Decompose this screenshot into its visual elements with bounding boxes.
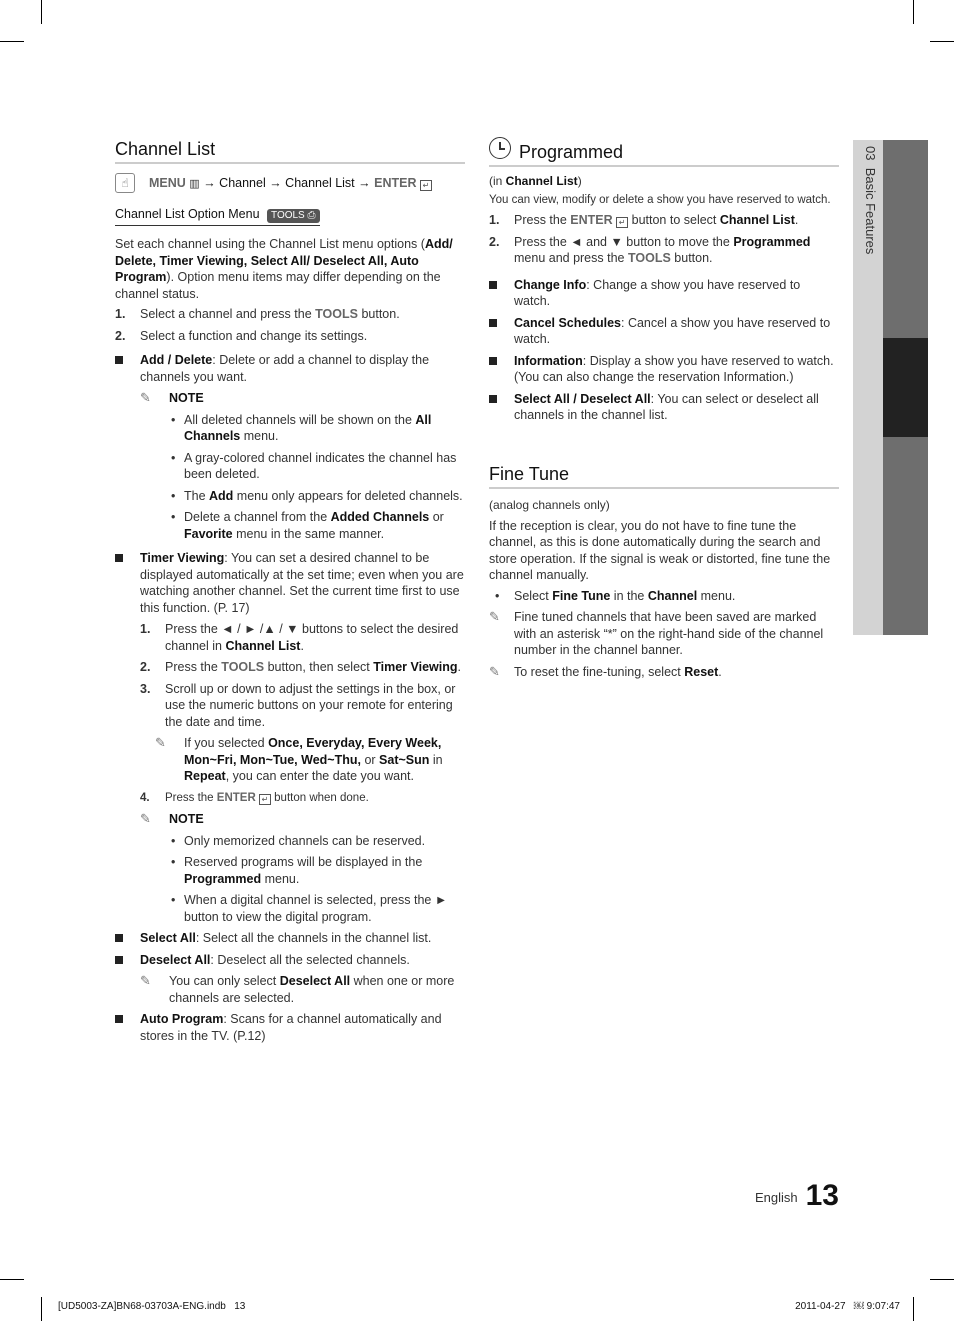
enter-icon: ↵ bbox=[616, 217, 628, 228]
crop-mark bbox=[41, 0, 42, 24]
note-text-end: menu only appears for deleted channels. bbox=[233, 488, 463, 503]
chapter-label bbox=[856, 146, 878, 254]
note-bold: Sat~Sun bbox=[379, 752, 430, 767]
timer-viewing-item bbox=[115, 550, 465, 616]
fine-tune-note bbox=[489, 609, 839, 659]
step-number: 1. bbox=[489, 213, 500, 227]
note-bold: Once, Everyday, Every Week, Mon~Fri, Mon~Tue, Wed~Thu, bbox=[184, 736, 442, 767]
menu-path-text: → Channel → Channel List → bbox=[203, 176, 371, 190]
note-bold: All Channels bbox=[184, 412, 432, 443]
bullet-bold: Channel bbox=[647, 588, 698, 603]
fine-tune-note bbox=[489, 664, 839, 681]
step-text: Press the ◄ and ▼ button to move the bbox=[514, 234, 734, 249]
bullet-dot-icon: • bbox=[171, 893, 176, 907]
note-bullet bbox=[115, 892, 465, 925]
section-title: Programmed bbox=[519, 142, 624, 162]
intro-paragraph bbox=[115, 236, 465, 302]
crop-mark bbox=[41, 1297, 42, 1321]
timer-step bbox=[115, 681, 465, 731]
step-item bbox=[489, 234, 839, 267]
item-term: Change Info bbox=[514, 277, 587, 292]
chapter-number: 03 bbox=[863, 146, 878, 161]
item-desc: : Deselect all the selected channels. bbox=[210, 952, 410, 967]
step-text: Press the bbox=[165, 660, 222, 674]
item-term: Add / Delete bbox=[140, 353, 213, 367]
note-text-end: menu. bbox=[240, 429, 279, 443]
pencil-icon: ✎ bbox=[489, 609, 500, 624]
item-term: Select All bbox=[140, 931, 196, 945]
note-bold: Programmed bbox=[184, 871, 262, 886]
fine-tune-section bbox=[489, 463, 839, 685]
step-text: Press the bbox=[514, 213, 571, 227]
note-label: NOTE bbox=[169, 812, 204, 826]
enter-label: ENTER bbox=[374, 176, 417, 190]
note-text: The bbox=[184, 488, 210, 503]
programmed-section bbox=[489, 137, 839, 429]
step-text: button, then select bbox=[264, 660, 374, 674]
square-bullet-icon bbox=[489, 395, 497, 403]
step-text: button to select bbox=[628, 213, 720, 227]
note-bold: Repeat bbox=[184, 769, 226, 783]
menu-path bbox=[115, 172, 465, 194]
step-text: Press the ◄ / ► /▲ / ▼ buttons to select the desired channel in bbox=[165, 622, 459, 653]
timer-step bbox=[115, 621, 465, 654]
step-text: menu and press the bbox=[514, 251, 628, 265]
note-bullet bbox=[115, 833, 465, 850]
timer-step bbox=[115, 659, 465, 676]
note-bold: Deselect All bbox=[279, 974, 351, 988]
option-menu-heading bbox=[115, 206, 320, 226]
item-desc: : Change a show you have reserved to watch. bbox=[514, 277, 801, 308]
crop-mark bbox=[930, 41, 954, 42]
item-term: Cancel Schedules bbox=[514, 315, 621, 330]
step-text: Select a channel and press the bbox=[140, 307, 316, 321]
note-text: Reserved programs will be displayed in the bbox=[184, 855, 423, 869]
item-desc: : Scans for a channel automatically and stores in the TV. (P.12) bbox=[140, 1012, 442, 1043]
step-text-end: . bbox=[300, 638, 304, 653]
note-bold: Added Channels bbox=[330, 510, 430, 524]
pencil-icon: ✎ bbox=[140, 390, 151, 405]
step-bold: TOOLS bbox=[627, 251, 671, 265]
timer-step bbox=[115, 790, 465, 807]
print-date-info: 2011-04-27 ￼ 9:07:47 bbox=[795, 1301, 900, 1312]
note-bullet bbox=[115, 509, 465, 542]
note-text: Delete a channel from the bbox=[184, 510, 331, 524]
bullet-dot-icon: • bbox=[171, 510, 176, 524]
note-text-end: when one or more channels are selected. bbox=[169, 974, 455, 1005]
note-text: Only memorized channels can be reserved. bbox=[184, 833, 426, 848]
fine-tune-intro: If the reception is clear, you do not have to fine tune the channel, as this is done automatically during the search and store operation. If the signal is weak or distorted, fine tune the channel manually. bbox=[489, 518, 831, 582]
pencil-icon: ✎ bbox=[140, 811, 151, 826]
step-text: Scroll up or down to adjust the settings in the box, or use the numeric buttons on your remote for entering the date and time. bbox=[165, 681, 456, 729]
item-term: Timer Viewing bbox=[140, 551, 225, 565]
step-bold: TOOLS bbox=[315, 307, 358, 321]
pencil-icon: ✎ bbox=[155, 735, 166, 750]
note-text: To reset the fine-tuning, select bbox=[514, 664, 685, 679]
note-text-end: , you can enter the date you want. bbox=[225, 769, 415, 783]
note-text: You can only select bbox=[169, 974, 280, 988]
step-number: 2. bbox=[115, 328, 126, 343]
crop-mark bbox=[0, 1279, 24, 1280]
note-heading bbox=[115, 390, 465, 407]
note-text: in bbox=[429, 752, 443, 767]
fine-tune-bullet bbox=[489, 588, 839, 605]
step-number: 1. bbox=[115, 307, 126, 321]
item-desc: : You can select or deselect all channels in the channel list. bbox=[514, 391, 819, 422]
note-text: or bbox=[429, 510, 444, 524]
programmed-item bbox=[489, 353, 839, 386]
pencil-icon: ✎ bbox=[140, 973, 151, 988]
step-item bbox=[115, 328, 465, 345]
side-tab-3 bbox=[883, 437, 928, 635]
deselect-all-item bbox=[115, 952, 465, 969]
bullet-dot-icon: • bbox=[171, 450, 176, 465]
in-text-end: ) bbox=[577, 174, 582, 188]
step-number: 2. bbox=[489, 234, 500, 249]
bullet-dot-icon: • bbox=[171, 855, 176, 869]
menu-grid-icon: ▥ bbox=[189, 178, 200, 190]
deselect-note bbox=[115, 973, 465, 1006]
step-bold: Channel List bbox=[719, 213, 795, 227]
step-item bbox=[489, 212, 839, 229]
note-bullet bbox=[115, 412, 465, 445]
side-tab-active bbox=[883, 338, 928, 437]
bullet-text-end: menu. bbox=[697, 588, 736, 603]
add-delete-item bbox=[115, 352, 465, 385]
crop-mark bbox=[913, 1297, 914, 1321]
step-number: 1. bbox=[140, 622, 151, 636]
pencil-icon: ✎ bbox=[489, 663, 500, 679]
section-title: Fine Tune bbox=[489, 463, 839, 489]
programmed-item bbox=[489, 315, 839, 348]
crop-mark bbox=[913, 0, 914, 24]
programmed-item bbox=[489, 277, 839, 310]
select-all-item bbox=[115, 930, 465, 947]
note-bullet bbox=[115, 450, 465, 483]
intro-options: Add/ Delete, Timer Viewing, Select All/ Deselect All, Auto Program bbox=[115, 237, 453, 284]
item-desc: : Display a show you have reserved to watch. (You can also change the reservation Information.) bbox=[514, 353, 834, 384]
bullet-text: Select bbox=[514, 588, 553, 603]
step-text: Press the bbox=[165, 791, 217, 804]
repeat-note bbox=[115, 735, 465, 785]
channel-list-section bbox=[115, 138, 465, 1049]
enter-icon: ↵ bbox=[420, 180, 432, 191]
section-title: Channel List bbox=[115, 138, 465, 164]
side-tab-1 bbox=[883, 140, 928, 338]
step-bold: ENTER bbox=[570, 213, 613, 227]
square-bullet-icon bbox=[489, 281, 497, 289]
in-channel-list bbox=[489, 173, 839, 190]
step-text-end: button. bbox=[670, 251, 713, 265]
note-label: NOTE bbox=[169, 391, 204, 405]
note-text: A gray-colored channel indicates the channel has been deleted. bbox=[184, 450, 457, 481]
note-text-end: menu in the same manner. bbox=[232, 526, 385, 541]
programmed-item bbox=[489, 391, 839, 424]
bullet-text: in the bbox=[610, 588, 648, 603]
note-text: All deleted channels will be shown on the bbox=[184, 412, 416, 427]
note-heading bbox=[115, 811, 465, 828]
step-text-end: . bbox=[457, 660, 462, 674]
item-desc: : Select all the channels in the channel list. bbox=[195, 931, 432, 945]
step-number: 4. bbox=[140, 791, 150, 804]
square-bullet-icon bbox=[115, 956, 123, 964]
item-desc: : Delete or add a channel to display the channels you want. bbox=[140, 353, 430, 384]
intro-text-end: ). Option menu items may differ depending on the channel status. bbox=[115, 270, 441, 301]
step-bold: ENTER bbox=[216, 791, 256, 804]
bullet-bold: Fine Tune bbox=[552, 588, 611, 603]
clock-icon bbox=[489, 137, 511, 159]
note-text: or bbox=[360, 752, 380, 767]
square-bullet-icon bbox=[115, 356, 123, 364]
step-bold: Timer Viewing bbox=[373, 660, 458, 674]
step-bold: Programmed bbox=[733, 234, 811, 249]
step-text-end: button. bbox=[357, 307, 400, 321]
crop-mark bbox=[0, 41, 24, 42]
square-bullet-icon bbox=[489, 319, 497, 327]
note-bullet bbox=[115, 854, 465, 887]
square-bullet-icon bbox=[115, 554, 123, 562]
step-text-end: . bbox=[794, 213, 799, 227]
in-text: (in bbox=[489, 174, 506, 188]
item-term: Deselect All bbox=[140, 952, 211, 967]
footer-language: English bbox=[754, 1189, 798, 1205]
option-menu-label: Channel List Option Menu bbox=[115, 207, 260, 221]
page-footer bbox=[755, 1178, 839, 1212]
note-text-end: menu. bbox=[261, 871, 300, 886]
hand-icon: ☝ bbox=[115, 173, 135, 193]
bullet-dot-icon: • bbox=[171, 833, 176, 848]
print-file-info: [UD5003-ZA]BN68-03703A-ENG.indb 13 bbox=[58, 1301, 246, 1312]
bullet-dot-icon: • bbox=[171, 488, 176, 503]
item-term: Auto Program bbox=[140, 1012, 224, 1026]
note-text-end: . bbox=[718, 664, 722, 679]
step-number: 3. bbox=[140, 681, 151, 696]
note-bold: Favorite bbox=[184, 526, 233, 541]
item-term: Information bbox=[514, 353, 583, 368]
note-bullet bbox=[115, 488, 465, 505]
enter-icon: ↵ bbox=[259, 794, 271, 805]
tools-badge: TOOLS ⎙ bbox=[267, 209, 320, 223]
step-number: 2. bbox=[140, 660, 151, 674]
square-bullet-icon bbox=[115, 934, 123, 942]
section-title-row bbox=[489, 137, 839, 167]
tools-badge-label: TOOLS bbox=[271, 210, 305, 221]
item-term: Select All / Deselect All bbox=[514, 391, 651, 406]
step-bold: TOOLS bbox=[221, 660, 265, 674]
step-bold: Channel List bbox=[225, 638, 301, 653]
bullet-dot-icon: • bbox=[171, 412, 176, 427]
in-bold: Channel List bbox=[505, 174, 578, 188]
menu-label: MENU bbox=[149, 176, 186, 190]
note-text: Fine tuned channels that have been saved are marked with an asterisk “*” on the right-hand side of the channel number in the channel banner. bbox=[514, 610, 824, 657]
item-desc: : Cancel a show you have reserved to watch. bbox=[514, 315, 831, 346]
step-text: Select a function and change its settings. bbox=[140, 328, 368, 343]
note-text: If you selected bbox=[184, 736, 269, 750]
note-bold: Add bbox=[209, 488, 234, 503]
crop-mark bbox=[930, 1279, 954, 1280]
square-bullet-icon bbox=[489, 357, 497, 365]
chapter-title: Basic Features bbox=[863, 167, 878, 255]
intro-text: Set each channel using the Channel List menu options ( bbox=[115, 237, 425, 251]
step-text-end: button when done. bbox=[270, 791, 369, 804]
note-bold: Reset bbox=[684, 664, 719, 679]
auto-program-item bbox=[115, 1011, 465, 1044]
note-text: When a digital channel is selected, press the ► button to view the digital program. bbox=[184, 893, 448, 924]
step-item bbox=[115, 306, 465, 323]
fine-tune-sub: (analog channels only) bbox=[489, 498, 610, 512]
page-number: 13 bbox=[805, 1179, 839, 1212]
programmed-intro: You can view, modify or delete a show you have reserved to watch. bbox=[489, 193, 831, 206]
item-desc: : You can set a desired channel to be displayed automatically at the set time; even when you are watching another channel. Set the current time first to use this function. (P. 17) bbox=[140, 551, 464, 615]
bullet-dot-icon: • bbox=[495, 588, 500, 603]
square-bullet-icon bbox=[115, 1015, 123, 1023]
